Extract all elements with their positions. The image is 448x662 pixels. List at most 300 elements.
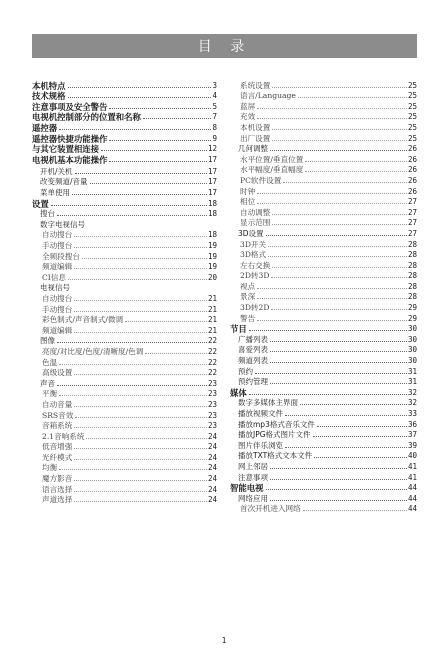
- toc-entry[interactable]: [32, 378, 217, 389]
- toc-entry-page: 24: [207, 431, 217, 441]
- toc-entry-title: 视点: [240, 281, 256, 291]
- dot-leader: [272, 267, 407, 268]
- toc-entry-page: 27: [407, 207, 417, 217]
- toc-entry[interactable]: [230, 504, 417, 515]
- toc-entry-page: 31: [407, 366, 417, 376]
- toc-entry[interactable]: [230, 112, 417, 123]
- toc-entry[interactable]: [32, 473, 217, 484]
- toc-entry-title: 声道选择: [42, 495, 73, 505]
- dot-leader: [313, 436, 407, 437]
- toc-entry-page: 21: [207, 293, 217, 303]
- dot-leader: [72, 194, 207, 195]
- toc-title: 目 录: [197, 39, 252, 55]
- toc-left-column: [32, 80, 217, 505]
- toc-entry[interactable]: [230, 302, 417, 313]
- dot-leader: [74, 480, 207, 481]
- dot-leader: [90, 183, 207, 184]
- toc-entry-page: 29: [407, 313, 417, 323]
- dot-leader: [300, 404, 407, 405]
- toc-entry-page: 44: [407, 493, 417, 503]
- toc-entry-page: 25: [407, 80, 417, 90]
- toc-entry-title: 充效: [240, 112, 256, 122]
- dot-leader: [59, 129, 211, 130]
- dot-leader: [270, 468, 407, 469]
- toc-entry-page: 30: [407, 334, 417, 344]
- toc-entry-page: 30: [407, 324, 417, 334]
- toc-entry[interactable]: [32, 101, 217, 112]
- toc-entry-title: 系统设置: [240, 80, 271, 90]
- dot-leader: [59, 469, 207, 470]
- toc-entry[interactable]: [230, 334, 417, 345]
- toc-entry-title: 蓝屏: [240, 101, 256, 111]
- toc-entry-page: 24: [207, 484, 217, 494]
- toc-entry[interactable]: [32, 410, 217, 421]
- toc-entry[interactable]: [32, 133, 217, 144]
- dot-leader: [270, 479, 407, 480]
- toc-entry-title: 播放视频文件: [238, 409, 283, 418]
- toc-entry[interactable]: [230, 122, 417, 133]
- toc-entry[interactable]: [32, 304, 217, 315]
- toc-entry[interactable]: [32, 251, 217, 262]
- toc-entry[interactable]: [32, 219, 217, 230]
- dot-leader: [257, 288, 407, 289]
- toc-entry-page: 17: [207, 166, 217, 176]
- dot-leader: [249, 394, 407, 395]
- toc-entry-page: 28: [407, 281, 417, 291]
- toc-entry-page: 23: [207, 389, 217, 399]
- toc-entry-title: 自动搜台: [42, 230, 73, 240]
- toc-entry[interactable]: [230, 218, 417, 229]
- page-number: 1: [221, 636, 227, 645]
- toc-entry-title: 注意事项及安全警告: [32, 101, 108, 112]
- toc-entry-page: 24: [207, 495, 217, 505]
- toc-entry[interactable]: [32, 177, 217, 188]
- toc-entry[interactable]: [230, 239, 417, 250]
- toc-entry[interactable]: [230, 313, 417, 324]
- dot-leader: [101, 150, 207, 151]
- toc-entry[interactable]: [230, 250, 417, 261]
- toc-entry[interactable]: [32, 209, 217, 220]
- toc-entry[interactable]: [230, 419, 417, 430]
- toc-entry-title: 设置: [32, 198, 49, 209]
- toc-entry-title: 自动调整: [240, 207, 271, 217]
- toc-entry-title: 相位: [240, 197, 256, 207]
- toc-entry-title: 3D格式: [240, 250, 267, 260]
- toc-entry-title: 喜爱列表: [238, 345, 268, 355]
- dot-leader: [75, 173, 207, 174]
- toc-entry-title: 与其它装置相连接: [32, 144, 99, 155]
- toc-entry-title: 注意事项: [238, 472, 268, 482]
- toc-entry-title: 语言选择: [42, 484, 73, 494]
- dot-leader: [109, 161, 207, 162]
- toc-entry-page: 22: [207, 336, 217, 346]
- dot-leader: [68, 279, 207, 280]
- dot-leader: [125, 321, 207, 322]
- toc-entry-title: 自动搜台: [42, 293, 73, 303]
- dot-leader: [74, 448, 207, 449]
- toc-entry-title: 遥控器: [32, 122, 58, 133]
- toc-entry[interactable]: [32, 389, 217, 400]
- dot-leader: [74, 247, 207, 248]
- toc-entry[interactable]: [32, 230, 217, 241]
- dot-leader: [271, 277, 407, 278]
- toc-entry-title: 播放mp3格式音乐文件: [238, 419, 315, 429]
- toc-entry-title: PC软件设置: [240, 175, 282, 185]
- toc-entry[interactable]: [230, 144, 417, 155]
- toc-entry-title: 频道编辑: [42, 262, 73, 272]
- toc-entry[interactable]: [32, 240, 217, 251]
- dot-leader: [272, 140, 407, 141]
- toc-entry-title: 遥控器快捷功能操作: [32, 133, 108, 144]
- toc-entry-title: SRS音效: [42, 410, 74, 420]
- toc-entry-title: 手动搜台: [42, 241, 73, 250]
- toc-entry-page: 19: [207, 262, 217, 272]
- toc-entry[interactable]: [230, 80, 417, 91]
- toc-entry[interactable]: [230, 387, 417, 398]
- dot-leader: [86, 438, 207, 439]
- toc-entry[interactable]: [230, 260, 417, 271]
- toc-entry[interactable]: [230, 292, 417, 303]
- toc-entry[interactable]: [230, 461, 417, 472]
- dot-leader: [270, 150, 407, 151]
- toc-entry[interactable]: [230, 324, 417, 335]
- toc-entry-title: 魔方影音: [42, 474, 73, 484]
- toc-entry[interactable]: [230, 493, 417, 504]
- toc-right-column: [230, 80, 417, 514]
- toc-entry-page: 44: [407, 483, 417, 493]
- toc-entry-page: 28: [407, 250, 417, 260]
- toc-entry-page: 41: [407, 472, 417, 482]
- toc-entry-page: 4: [212, 91, 217, 101]
- toc-entry-page: 31: [407, 377, 417, 387]
- dot-leader: [257, 203, 407, 204]
- toc-entry[interactable]: [230, 483, 417, 494]
- dot-leader: [51, 205, 207, 206]
- dot-leader: [74, 491, 207, 492]
- toc-entry-title: 水平位置/垂直位置: [240, 154, 304, 164]
- toc-entry[interactable]: [32, 166, 217, 177]
- dot-leader: [266, 235, 407, 236]
- toc-entry[interactable]: [230, 281, 417, 292]
- dot-leader: [75, 417, 207, 418]
- toc-entry[interactable]: [32, 293, 217, 304]
- toc-entry-page: 28: [407, 239, 417, 249]
- toc-entry-page: 30: [407, 356, 417, 366]
- dot-leader: [270, 383, 407, 384]
- dot-leader: [74, 406, 207, 407]
- toc-entry-title: 3D开关: [240, 239, 267, 249]
- dot-leader: [68, 87, 212, 88]
- toc-entry[interactable]: [230, 355, 417, 366]
- toc-entry[interactable]: [230, 366, 417, 377]
- toc-entry-title: 色温: [42, 357, 58, 367]
- toc-entry-title: 警告: [240, 313, 256, 323]
- toc-entry-title: 3D转2D: [240, 303, 270, 313]
- toc-entry[interactable]: [32, 262, 217, 273]
- toc-entry[interactable]: [32, 484, 217, 495]
- dot-leader: [57, 215, 207, 216]
- toc-entry[interactable]: [32, 187, 217, 198]
- dot-leader: [74, 501, 207, 502]
- toc-entry-title: 节目: [230, 324, 247, 335]
- toc-entry[interactable]: [32, 399, 217, 410]
- toc-entry[interactable]: [230, 451, 417, 462]
- toc-entry-title: 语言/Language: [240, 91, 296, 101]
- toc-entry-page: 5: [212, 101, 217, 111]
- dot-leader: [145, 353, 207, 354]
- toc-entry-page: 26: [407, 175, 417, 185]
- toc-entry-page: 7: [212, 112, 217, 122]
- toc-entry[interactable]: [230, 430, 417, 441]
- dot-leader: [271, 309, 407, 310]
- toc-entry-title: CI信息: [42, 272, 66, 282]
- toc-entry-title: 技术规格: [32, 91, 66, 102]
- toc-entry-title: 本机特点: [32, 80, 66, 91]
- dot-leader: [74, 311, 207, 312]
- toc-entry[interactable]: [230, 165, 417, 176]
- toc-entry[interactable]: [32, 283, 217, 294]
- toc-entry-page: 25: [407, 101, 417, 111]
- toc-entry-page: 30: [407, 345, 417, 355]
- toc-entry-title: 菜单使用: [40, 188, 70, 198]
- toc-entry[interactable]: [230, 186, 417, 197]
- toc-entry-title: 首次开机进入网络: [240, 504, 301, 514]
- dot-leader: [272, 87, 407, 88]
- dot-leader: [57, 342, 207, 343]
- toc-entry-page: 26: [407, 165, 417, 175]
- toc-entry-title: 2D转3D: [240, 271, 270, 281]
- toc-entry[interactable]: [32, 368, 217, 379]
- toc-entry-title: 本机设置: [240, 122, 271, 132]
- toc-entry-page: 27: [407, 197, 417, 207]
- dot-leader: [249, 330, 407, 331]
- toc-entry-page: 32: [407, 387, 417, 397]
- toc-entry[interactable]: [230, 472, 417, 483]
- dot-leader: [68, 97, 212, 98]
- dot-leader: [272, 214, 407, 215]
- dot-leader: [257, 193, 407, 194]
- toc-entry[interactable]: [32, 154, 217, 165]
- toc-entry[interactable]: [230, 408, 417, 419]
- dot-leader: [285, 415, 407, 416]
- dot-leader: [74, 268, 207, 269]
- toc-entry-page: 12: [207, 144, 217, 154]
- toc-entry[interactable]: [32, 198, 217, 209]
- toc-entry-title: 2.1音响系统: [42, 431, 85, 441]
- dot-leader: [74, 374, 207, 375]
- toc-entry-page: 3: [212, 80, 217, 90]
- toc-entry-title: 3D设置: [238, 228, 264, 238]
- toc-entry-title: 图片伴乐浏览: [238, 440, 283, 450]
- toc-entry-title: 智能电视: [230, 483, 264, 494]
- dot-leader: [109, 108, 211, 109]
- toc-entry-title: 播放JPG格式图片文件: [238, 430, 311, 440]
- toc-entry[interactable]: [32, 315, 217, 326]
- dot-leader: [109, 140, 211, 141]
- toc-entry[interactable]: [32, 80, 217, 91]
- toc-entry-title: 自动音量: [42, 399, 73, 409]
- toc-entry-title: 平衡: [42, 389, 58, 399]
- dot-leader: [143, 118, 212, 119]
- toc-entry-page: 24: [207, 463, 217, 473]
- toc-entry-page: 26: [407, 186, 417, 196]
- toc-entry-page: 18: [207, 230, 217, 240]
- toc-title-banner: [32, 34, 417, 58]
- dot-leader: [270, 351, 407, 352]
- toc-entry-title: 播放TXT格式文本文件: [238, 451, 313, 461]
- toc-entry-page: 25: [407, 112, 417, 122]
- toc-entry[interactable]: [230, 207, 417, 218]
- toc-entry[interactable]: [230, 101, 417, 112]
- toc-entry-page: 22: [207, 368, 217, 378]
- toc-entry-title: 电视机控制部分的位置和名称: [32, 112, 141, 123]
- toc-entry[interactable]: [230, 271, 417, 282]
- toc-entry-title: 水平幅度/垂直幅度: [240, 165, 304, 175]
- toc-entry-page: 24: [207, 442, 217, 452]
- toc-entry-title: 声音: [40, 378, 55, 388]
- dot-leader: [257, 118, 407, 119]
- toc-entry-title: 均衡: [42, 463, 58, 473]
- dot-leader: [257, 298, 407, 299]
- toc-entry-page: 23: [207, 410, 217, 420]
- toc-entry[interactable]: [32, 431, 217, 442]
- toc-entry-page: 21: [207, 304, 217, 314]
- toc-entry-page: 33: [407, 409, 417, 418]
- dot-leader: [74, 427, 207, 428]
- toc-entry[interactable]: [32, 442, 217, 453]
- dot-leader: [298, 97, 407, 98]
- toc-entry-page: 23: [207, 378, 217, 388]
- toc-entry-title: 亮度/对比度/色度/清晰度/色调: [42, 346, 144, 356]
- toc-entry-page: 39: [407, 440, 417, 450]
- toc-entry-page: 44: [407, 504, 417, 514]
- toc-entry-title: 左右交换: [240, 260, 271, 270]
- toc-entry-page: 27: [407, 228, 417, 238]
- toc-entry-title: 高级设置: [42, 368, 73, 378]
- toc-entry-page: 20: [207, 272, 217, 282]
- toc-entry-title: 时钟: [240, 186, 256, 196]
- dot-leader: [74, 459, 207, 460]
- toc-entry-title: 网上邻居: [238, 461, 268, 471]
- toc-entry-title: 低音增强: [42, 442, 73, 452]
- toc-entry-title: 预约管理: [238, 377, 268, 387]
- toc-entry-title: 改变频道/音量: [40, 177, 88, 187]
- toc-entry-title: 频道列表: [238, 356, 268, 366]
- toc-entry[interactable]: [32, 112, 217, 123]
- toc-entry-page: 19: [207, 251, 217, 261]
- toc-entry-title: 数字电视信号: [40, 219, 85, 229]
- toc-entry-page: 23: [207, 399, 217, 409]
- toc-entry-title: 电视信号: [40, 283, 70, 293]
- toc-entry[interactable]: [32, 272, 217, 283]
- dot-leader: [268, 246, 407, 247]
- dot-leader: [305, 171, 407, 172]
- toc-entry-page: 41: [407, 461, 417, 471]
- toc-entry-page: 17: [207, 188, 217, 198]
- toc-entry-page: 32: [407, 398, 417, 408]
- toc-entry-page: 28: [407, 271, 417, 281]
- toc-entry-page: 24: [207, 452, 217, 462]
- dot-leader: [303, 510, 407, 511]
- toc-entry-title: 显示范围: [240, 218, 271, 228]
- toc-entry-page: 26: [407, 154, 417, 164]
- toc-entry-page: 25: [407, 122, 417, 132]
- toc-entry[interactable]: [230, 133, 417, 144]
- toc-entry-page: 17: [207, 177, 217, 187]
- dot-leader: [305, 161, 407, 162]
- toc-entry[interactable]: [32, 357, 217, 368]
- toc-entry-title: 全频段搜台: [42, 251, 80, 261]
- toc-entry[interactable]: [230, 228, 417, 239]
- toc-entry-title: 手动搜台: [42, 304, 73, 314]
- dot-leader: [270, 362, 407, 363]
- toc-entry-page: 8: [212, 122, 217, 132]
- toc-entry-page: 22: [207, 346, 217, 356]
- toc-entry[interactable]: [32, 144, 217, 155]
- dot-leader: [82, 258, 207, 259]
- toc-entry-title: 光纤模式: [42, 452, 73, 462]
- toc-entry[interactable]: [230, 91, 417, 102]
- toc-entry-page: 22: [207, 357, 217, 367]
- toc-entry[interactable]: [32, 91, 217, 102]
- toc-entry-title: 媒体: [230, 387, 247, 398]
- toc-entry[interactable]: [230, 154, 417, 165]
- toc-entry[interactable]: [230, 440, 417, 451]
- toc-entry-title: 数字多媒体主界面: [238, 398, 298, 408]
- toc-entry-page: 28: [407, 260, 417, 270]
- toc-entry-page: 25: [407, 133, 417, 143]
- toc-entry-page: 40: [407, 451, 417, 461]
- toc-entry[interactable]: [32, 346, 217, 357]
- dot-leader: [266, 489, 407, 490]
- toc-entry-title: 音箱系统: [42, 421, 73, 431]
- toc-entry[interactable]: [230, 377, 417, 388]
- toc-entry-page: 18: [207, 209, 217, 219]
- toc-entry-title: 广播列表: [238, 334, 268, 344]
- dot-leader: [255, 373, 407, 374]
- toc-entry-title: 出厂设置: [240, 133, 271, 143]
- toc-entry[interactable]: [230, 197, 417, 208]
- toc-entry-title: 几何调整: [238, 144, 268, 154]
- toc-entry-title: 开机/关机: [40, 166, 73, 176]
- toc-entry-title: 网络应用: [238, 493, 268, 503]
- toc-entry-page: 26: [407, 144, 417, 154]
- toc-entry[interactable]: [230, 345, 417, 356]
- toc-entry-title: 预约: [238, 366, 253, 376]
- dot-leader: [74, 300, 207, 301]
- toc-entry[interactable]: [230, 175, 417, 186]
- dot-leader: [57, 385, 207, 386]
- toc-entry[interactable]: [32, 336, 217, 347]
- toc-entry[interactable]: [32, 463, 217, 474]
- toc-entry[interactable]: [32, 325, 217, 336]
- toc-entry-page: 25: [407, 91, 417, 101]
- toc-entry[interactable]: [32, 452, 217, 463]
- toc-entry[interactable]: [230, 398, 417, 409]
- toc-entry-title: 图像: [40, 336, 55, 346]
- dot-leader: [272, 129, 407, 130]
- toc-entry-page: 19: [207, 241, 217, 250]
- toc-entry[interactable]: [32, 495, 217, 506]
- toc-entry-page: 29: [407, 303, 417, 313]
- toc-entry-title: 景深: [240, 292, 256, 302]
- toc-entry-page: 24: [207, 474, 217, 484]
- dot-leader: [270, 341, 407, 342]
- dot-leader: [317, 426, 407, 427]
- toc-entry[interactable]: [32, 421, 217, 432]
- toc-entry[interactable]: [32, 122, 217, 133]
- dot-leader: [314, 457, 407, 458]
